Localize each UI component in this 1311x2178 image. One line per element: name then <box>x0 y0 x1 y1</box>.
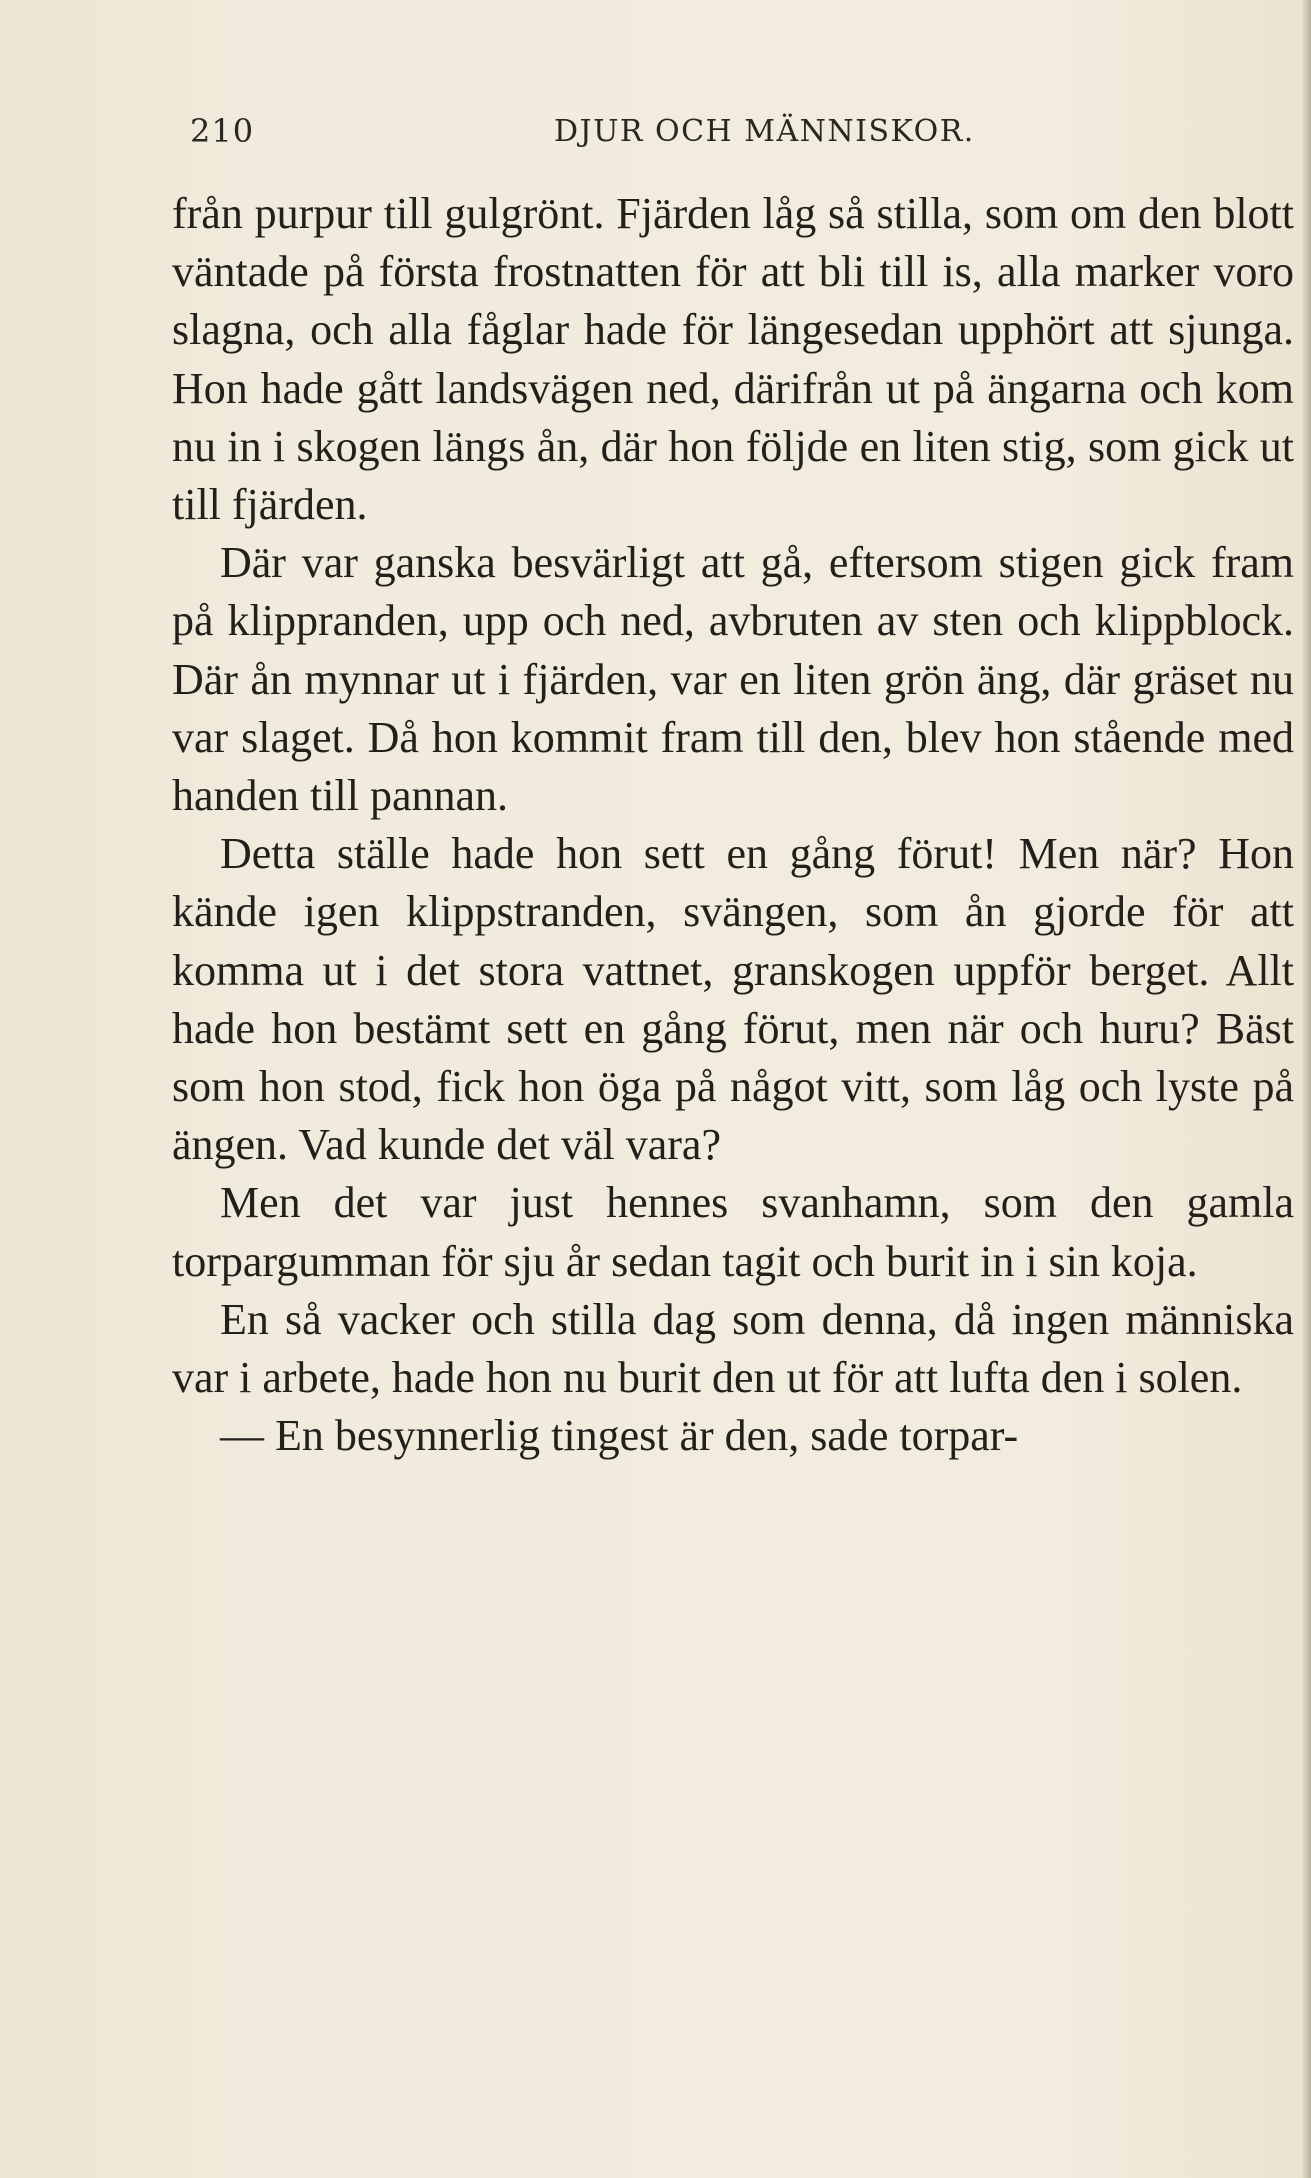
paragraph: Detta ställe hade hon sett en gång förut! Men när? Hon kände igen klippstranden, svängen, som ån gjorde för att komma ut i det stora vattnet, granskogen uppför berget. Allt hade hon bestämt sett en gång förut, men när och huru? Bäst som hon stod, fick hon öga på något vitt, som låg och lyste på ängen. Vad kunde det väl vara? <box>172 829 1294 1170</box>
paragraph: Men det var just hennes svanhamn, som den gamla torpargumman för sju år sedan tagit och burit in i sin koja. <box>172 1178 1294 1286</box>
page-edge-shadow <box>1301 0 1311 2178</box>
paragraph: Där var ganska besvärligt att gå, eftersom stigen gick fram på klippranden, upp och ned, avbruten av sten och klippblock. Där ån mynnar ut i fjärden, var en liten grön äng, där gräset nu var slaget. Då hon kommit fram till den, blev hon stående med handen till pannan. <box>172 538 1294 821</box>
paragraph: — En besynnerlig tingest är den, sade torpar- <box>220 1411 1019 1461</box>
running-head <box>180 112 1300 162</box>
body-text <box>172 185 1294 1465</box>
paragraph: från purpur till gulgrönt. Fjärden låg så stilla, som om den blott väntade på första frostnatten för att bli till is, alla marker voro slagna, och alla fåglar hade för längesedan upphört att sjunga. Hon hade gått landsvägen ned, därifrån ut på ängarna och kom nu in i skogen längs ån, där hon följde en liten stig, som gick ut till fjärden. <box>172 189 1294 530</box>
paragraph: En så vacker och stilla dag som denna, då ingen människa var i arbete, hade hon nu burit den ut för att lufta den i solen. <box>172 1294 1294 1403</box>
running-title: DJUR OCH MÄNNISKOR. <box>554 114 975 149</box>
page-number: 210 <box>190 112 255 150</box>
